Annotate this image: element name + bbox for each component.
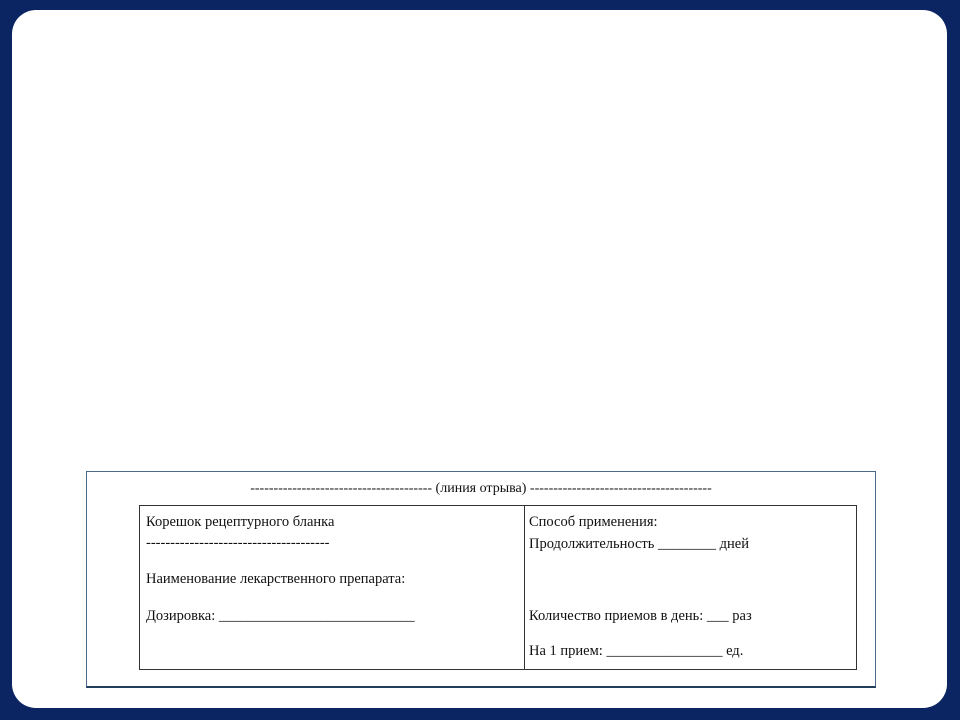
slide-background (12, 10, 947, 708)
method-label: Способ применения: (529, 514, 658, 530)
drug-name-label: Наименование лекарственного препарата: (146, 571, 406, 587)
prescription-stub-table (139, 505, 857, 670)
per-dose-line: На 1 прием: ________________ ед. (529, 643, 744, 659)
stub-right-column (525, 506, 856, 669)
stub-title: Корешок рецептурного бланка (146, 514, 335, 530)
duration-line: Продолжительность ________ дней (529, 536, 749, 552)
stub-divider: -------------------------------------- (146, 535, 330, 551)
prescription-form (86, 471, 876, 688)
doses-per-day-line: Количество приемов в день: ___ раз (529, 608, 752, 624)
dosage-line: Дозировка: ___________________________ (146, 608, 415, 624)
tear-line: --------------------------------------- (линия отрыва) --------------------------------------- (250, 481, 712, 496)
stub-left-column (140, 506, 525, 669)
